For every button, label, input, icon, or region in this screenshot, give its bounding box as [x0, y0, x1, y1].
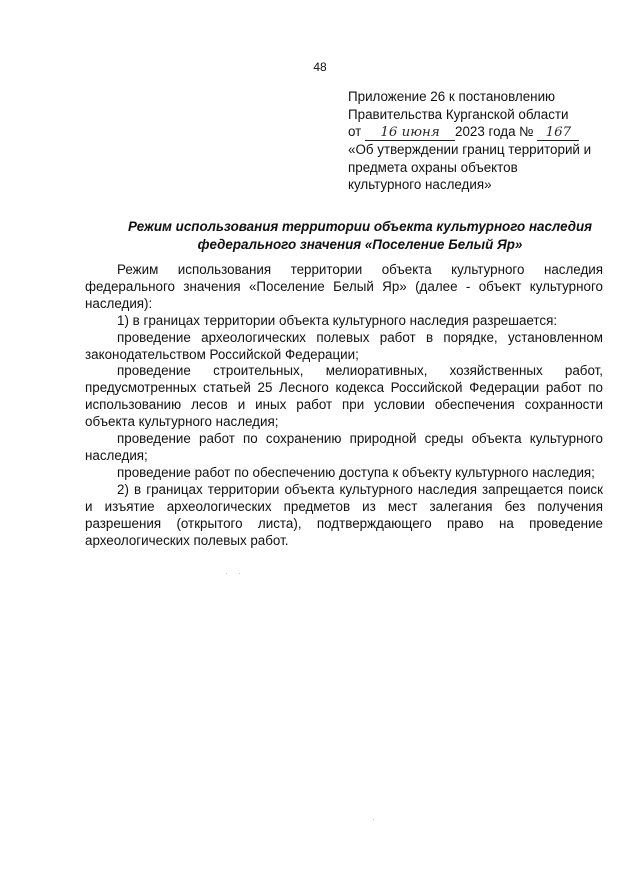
paragraph: проведение работ по сохранению природной среды объекта культурного наследия;	[85, 431, 603, 463]
paragraph: проведение археологических полевых работ в порядке, установленном законодательством Российской Федерации;	[85, 329, 603, 362]
appendix-line-5: предмета охраны объектов	[348, 159, 518, 175]
page-number: 48	[313, 60, 327, 74]
paragraph: проведение строительных, мелиоративных, хозяйственных работ, предусмотренных статьей 25 Лесного кодекса Российской Федерации работ по использованию лесов и иных работ при условии обеспечения сохранности объекта культурного наследия;	[85, 363, 603, 430]
appendix-line-2: Правительства Курганской области	[348, 106, 569, 122]
appendix-line-4: «Об утверждении границ территорий и	[348, 142, 592, 158]
paragraph: проведение работ по обеспечению доступа к объекту культурного наследия;	[117, 464, 595, 480]
title-line-2: федерального значения «Поселение Белый Яр»	[197, 236, 523, 252]
paragraph: 2) в границах территории объекта культурного наследия запрещается поиск и изъятие археологических предметов из мест залегания без получения разрешения (открытого листа), подтверждающего право на проведение археологических полевых работ.	[85, 481, 603, 548]
handwritten-date: 16 июня	[365, 126, 455, 141]
paragraph: Режим использования территории объекта культурного наследия федерального значения «Поселение Белый Яр» (далее - объект культурного наследия):	[85, 262, 603, 311]
title-line-1: Режим использования территории объекта культурного наследия	[127, 219, 593, 234]
number-sign: №	[519, 124, 534, 140]
scan-speck: ·	[372, 814, 375, 824]
appendix-header	[348, 88, 610, 194]
handwritten-number: 167	[537, 126, 579, 141]
scan-speck: · ·	[225, 568, 241, 578]
appendix-line-6: культурного наследия»	[348, 177, 492, 193]
appendix-year: 2023 года	[455, 124, 516, 140]
document-body	[85, 262, 603, 549]
document-title	[100, 218, 620, 253]
appendix-date-line	[348, 123, 610, 141]
paragraph: 1) в границах территории объекта культурного наследия разрешается:	[117, 312, 558, 328]
appendix-ot: от	[348, 124, 362, 140]
appendix-line-1: Приложение 26 к постановлению	[348, 89, 556, 104]
